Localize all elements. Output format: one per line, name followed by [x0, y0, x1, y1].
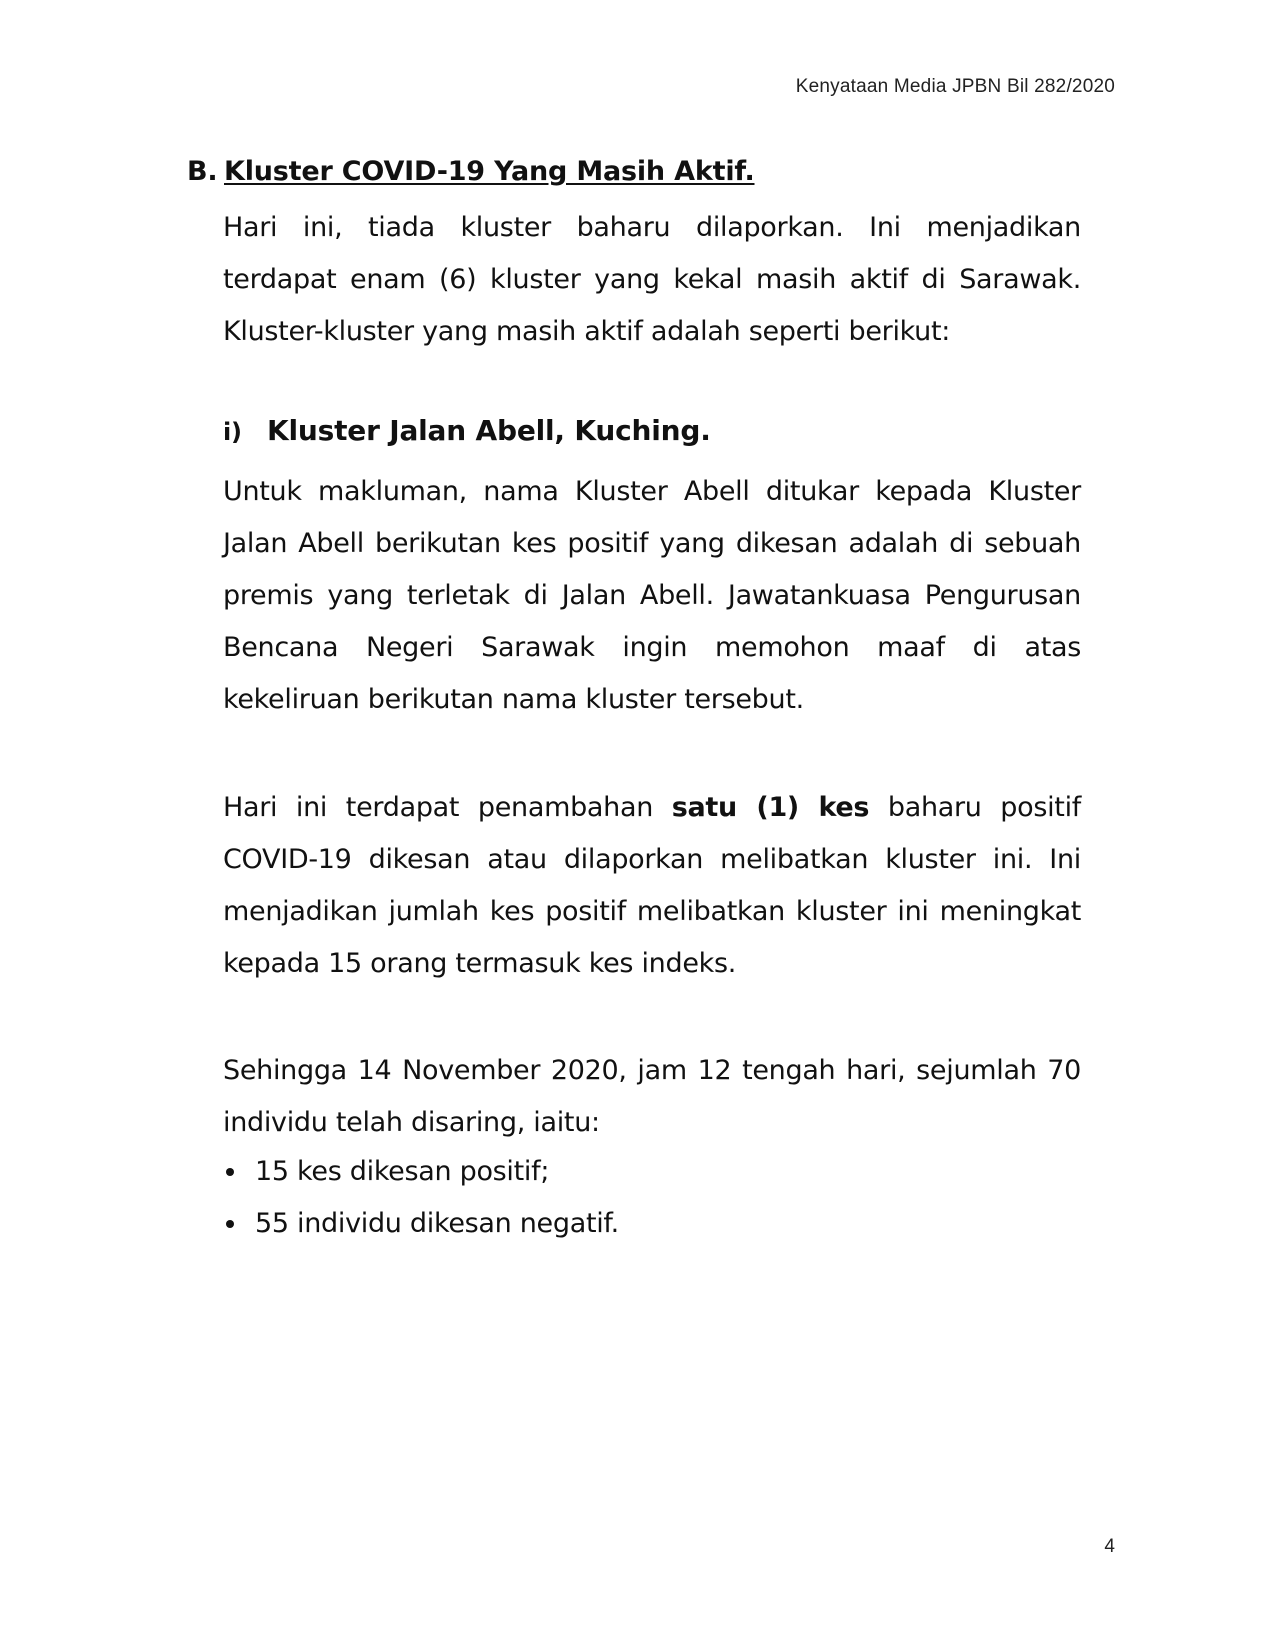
screening-results-list: [223, 1146, 619, 1250]
cluster-note-paragraph: Untuk makluman, nama Kluster Abell ditukar kepada Kluster Jalan Abell berikutan kes positif yang dikesan adalah di sebuah premis yang terletak di Jalan Abell. Jawatankuasa Pengurusan Bencana Negeri Sarawak ingin memohon maaf di atas kekeliruan berikutan nama kluster tersebut.: [223, 476, 1081, 715]
page-number: 4: [1104, 1536, 1115, 1557]
list-item: [223, 1198, 619, 1250]
update-text-before: Hari ini terdapat penambahan: [223, 792, 672, 823]
section-heading: [187, 156, 755, 187]
screening-paragraph: Sehingga 14 November 2020, jam 12 tengah hari, sejumlah 70 individu telah disaring, iaitu:: [223, 1055, 1081, 1138]
intro-paragraph: Hari ini, tiada kluster baharu dilaporkan. Ini menjadikan terdapat enam (6) kluster yang kekal masih aktif di Sarawak. Kluster-kluster yang masih aktif adalah seperti berikut:: [223, 212, 1081, 347]
section-letter: B.: [187, 156, 218, 187]
new-case-count: satu (1) kes: [671, 792, 870, 823]
cluster-numeral: i): [223, 418, 242, 446]
list-item-text: 55 individu dikesan negatif.: [255, 1208, 619, 1239]
list-item: [223, 1146, 619, 1198]
cluster-update-paragraph: [223, 782, 1081, 990]
list-item-text: 15 kes dikesan positif;: [255, 1156, 550, 1187]
bullet-icon: [226, 1220, 234, 1228]
bullet-icon: [226, 1168, 234, 1176]
cluster-name: Kluster Jalan Abell, Kuching.: [267, 414, 711, 447]
cluster-heading: [223, 414, 711, 447]
update-text-after: baharu positif COVID-19 dikesan atau dilaporkan melibatkan kluster ini. Ini menjadikan jumlah kes positif melibatkan kluster ini meningkat kepada 15 orang termasuk kes indeks.: [223, 792, 1082, 979]
section-title: Kluster COVID-19 Yang Masih Aktif.: [224, 156, 755, 187]
document-reference: Kenyataan Media JPBN Bil 282/2020: [795, 76, 1115, 97]
